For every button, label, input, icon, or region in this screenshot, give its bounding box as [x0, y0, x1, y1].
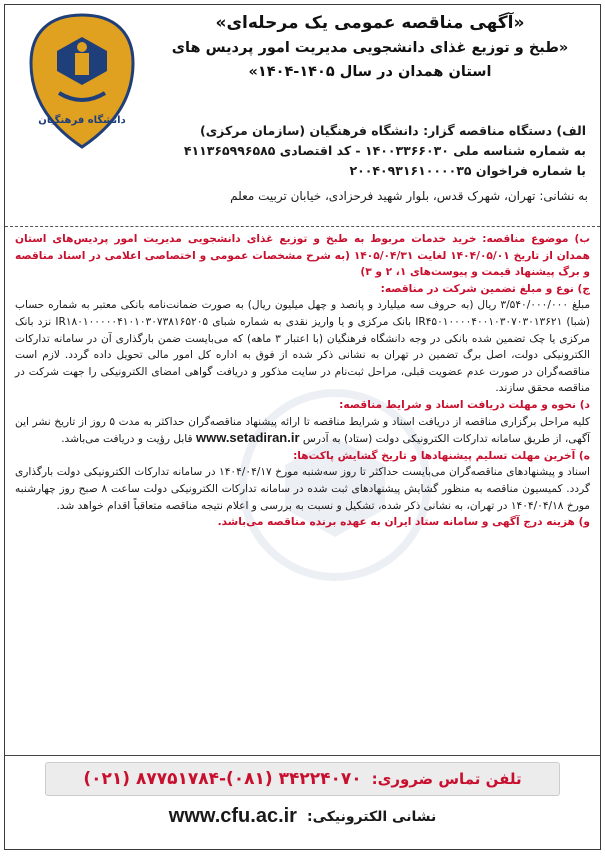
logo-text: دانشگاه فرهنگیان: [38, 115, 126, 126]
section-e-label: ه) آخرین مهلت تسلیم پیشنهادها و تاریخ گشایش پاکت‌ها:: [293, 449, 590, 462]
website-link[interactable]: www.cfu.ac.ir: [168, 805, 297, 827]
header: [5, 5, 600, 209]
section-c-text: مبلغ ۳/۵۴۰/۰۰۰/۰۰۰ ریال (به حروف سه میلیارد و پانصد و چهل میلیون ریال) به صورت ضمانت‌نامه بانکی معتبر به شماره حساب (شبا) IR۴۵۰۱۰۰۰۰۴۰۰۱۰۳۰۷۰۳۰۱۳۶۲۱ بانک مرکزی و یا واریز نقدی به شماره شبای IR۱۸۰۱۰۰۰۰۰۴۱۰۱۰۳۰۷۳۸۱۶۵۲۰۵ نزد بانک مرکزی یا چک تضمین شده بانکی در وجه دانشگاه فرهنگیان (با اعتبار ۳ ماهه) که می‌بایست ضمن بارگذاری آن در سامانه تدارکات الکترونیکی دولت، اصل برگ تضمین در تهران به نشانی ذکر شده از فوق به اداره کل امور مالی تحویل داده گردد. لازم است مناقصه‌گران در صورت عدم عضویت قبلی، مراحل ثبت‌نام در سایت مذکور و دریافت گواهی امضای الکترونیکی را جهت شرکت در مناقصه محقق سازند.: [15, 299, 591, 395]
section-e-text: اسناد و پیشنهادهای مناقصه‌گران می‌بایست حداکثر تا روز سه‌شنبه مورخ ۱۴۰۴/۰۴/۱۷ در سامانه تدارکات الکترونیکی دولت بارگذاری گردد. کمیسیون مناقصه به منظور گشایش پیشنهادهای ثبت شده در سامانه تدارکات الکترونیکی دولت ساعت ۸ صبح روز چهارشنبه مورخ ۱۴۰۴/۰۴/۱۸ در تهران، به نشانی ذکر شده، تشکیل و نسبت به بررسی و اعلام نتیجه مناقصه متعاقباً اقدام خواهد شد.: [15, 466, 590, 512]
phone-label: تلفن تماس ضروری:: [371, 770, 522, 788]
section-f-text: و) هزینه درج آگهی و سامانه ستاد ایران به عهده برنده مناقصه می‌باشد.: [217, 516, 590, 529]
section-d-label: د) نحوه و مهلت دریافت اسناد و شرایط مناقصه:: [339, 398, 590, 411]
notice-body: [15, 231, 590, 531]
notice-title: «آگهی مناقصه عمومی یک مرحله‌ای»: [215, 13, 525, 33]
phone-number[interactable]: (۰۲۱) ۸۷۷۵۱۷۸۴-(۰۸۱) ۳۴۲۲۴۰۷۰: [83, 769, 362, 789]
setad-link[interactable]: www.setadiran.ir: [195, 430, 300, 446]
divider: [5, 226, 600, 227]
notice-subtitle-2: استان همدان در سال ۱۴۰۵-۱۴۰۴»: [248, 64, 492, 80]
section-d: [15, 397, 590, 448]
section-c: [15, 281, 590, 397]
header-text: [150, 11, 590, 84]
logo-emblem-icon: [25, 11, 139, 151]
section-d-tail: قابل رؤیت و دریافت می‌باشد.: [61, 433, 193, 446]
footer-divider: [5, 755, 600, 756]
tender-notice: [4, 4, 601, 850]
organizer-block: [156, 121, 586, 181]
notice-subtitle-1: «طبخ و توزیع غذای دانشجویی مدیریت امور پردیس های: [171, 40, 569, 56]
section-c-label: ج) نوع و مبلغ تضمین شرکت در مناقصه:: [380, 282, 590, 295]
section-b-label: ب) موضوع مناقصه:: [482, 233, 590, 245]
website-row: [45, 805, 560, 828]
university-logo: [25, 11, 139, 151]
section-f: [15, 514, 590, 531]
section-b-text: خرید خدمات مربوط به طبخ و توزیع غذای دانشجویی مدیریت امور پردیس‌های استان همدان از تاریخ ۱۴۰۴/۰۵/۰۱ لغایت ۱۴۰۵/۰۴/۳۱ (به شرح مشخصات عمومی و اختصاصی اعلامی در اسناد مناقصه و برگ پیشنهاد قیمت و پیوست‌های ۱، ۲ و ۳): [15, 233, 591, 279]
organizer-address: به نشانی: تهران، شهرک قدس، بلوار شهید فرحزادی، خیابان تربیت معلم: [230, 189, 588, 203]
organizer-line-2: به شماره شناسه ملی ۱۴۰۰۳۳۶۶۰۳۰ - کد اقتصادی ۴۱۱۳۶۵۹۹۶۵۸۵: [183, 143, 586, 158]
organizer-line-3: با شماره فراخوان ۲۰۰۴۰۹۳۱۶۱۰۰۰۰۳۵: [349, 163, 586, 178]
section-e: [15, 448, 590, 514]
organizer-line-1: الف) دستگاه مناقصه گزار: دانشگاه فرهنگیان (سازمان مرکزی): [200, 123, 586, 138]
section-b: [15, 231, 590, 281]
website-label: نشانی الکترونیکی:: [306, 808, 437, 825]
phone-row: [45, 762, 560, 796]
section-d-text: کلیه مراحل برگزاری مناقصه از دریافت اسناد و شرایط مناقصه تا ارائه پیشنهاد مناقصه‌گران حداکثر به مدت ۵ روز از تاریخ نشر این آگهی، از طریق سامانه تدارکات الکترونیکی دولت (ستاد) به آدرس: [15, 415, 590, 446]
